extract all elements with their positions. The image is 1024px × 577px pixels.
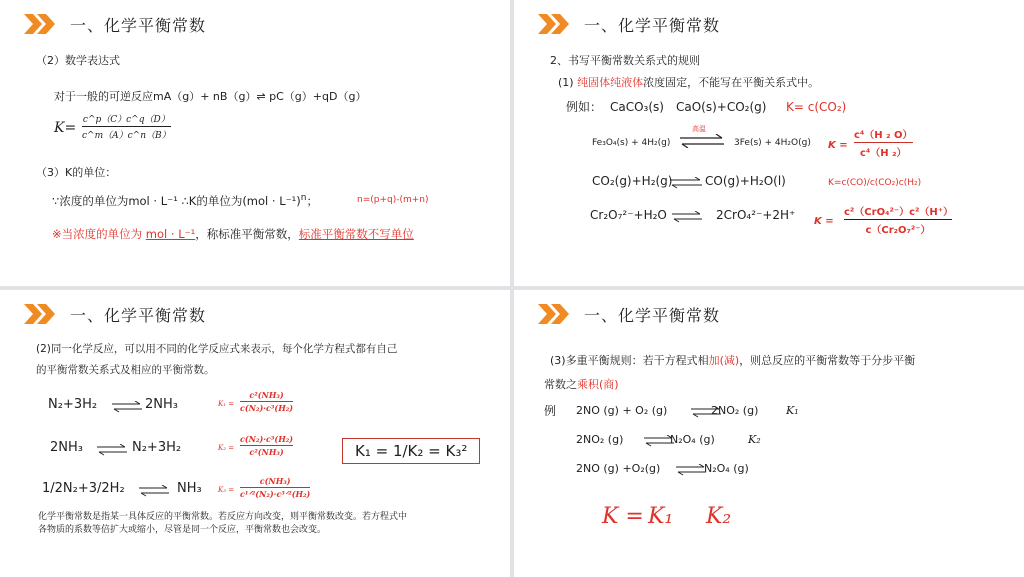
equilibrium-arrow-icon	[670, 177, 702, 189]
general-reaction: 对于一般的可逆反应mA（g）+ nB（g）⇌ pC（g）+qD（g）	[54, 90, 367, 103]
reaction-3-product: NH₃	[177, 481, 202, 496]
reaction-2-product: N₂+3H₂	[132, 440, 182, 455]
slide-panel-mathematical-expression	[0, 0, 510, 286]
k1-label: K₁ =	[218, 400, 235, 408]
slide-title: 一、化学平衡常数	[584, 15, 721, 35]
example-2-condition: 高温	[692, 125, 706, 133]
reaction-1-product: 2NH₃	[145, 397, 178, 412]
example-4-k-fraction	[844, 203, 952, 236]
result-k: K =	[602, 504, 644, 529]
reaction-3-reactant: 1/2N₂+3/2H₂	[42, 481, 125, 496]
rule-title: 2、书写平衡常数关系式的规则	[550, 54, 700, 67]
slide-panel-multiple-equilibria	[514, 290, 1024, 577]
intro-line-1: (2)同一化学反应，可以用不同的化学反应式来表示，每个化学方程式都有自己	[36, 343, 398, 355]
rule-text-b: ，则总反应的平衡常数等于分步平衡	[739, 354, 916, 367]
section-heading: （3）K的单位：	[36, 166, 117, 179]
example-3-reactant: CO₂(g)+H₂(g)	[592, 174, 673, 188]
rule-line-2	[544, 378, 619, 391]
example-label: 例如：	[566, 100, 603, 114]
double-chevron-icon	[538, 14, 570, 34]
equation-1-product: 2NO₂ (g)	[711, 404, 759, 417]
example-2-reactant: Fe₃O₄(s) + 4H₂(g)	[592, 138, 671, 148]
rule-1-number: (1)	[558, 76, 578, 89]
example-4-k-label: K =	[814, 216, 834, 227]
unit-semicolon: ；	[306, 193, 318, 208]
rule-multiply: 乘积(商)	[577, 378, 619, 391]
result-k1: K₁	[648, 504, 674, 529]
slide-title: 一、化学平衡常数	[70, 15, 207, 35]
example-2-k-fraction	[854, 126, 913, 159]
k-numerator: c^p（C）c^q（D）	[82, 115, 170, 125]
slide-panel-writing-rules	[514, 0, 1024, 286]
equilibrium-arrow-icon	[676, 464, 706, 476]
example-2-k-denominator: c⁴（H ₂）	[859, 148, 907, 159]
k1-denominator: c(N₂)·c³(H₂)	[240, 403, 294, 413]
note-mid: ，称标准平衡常数，	[195, 227, 299, 241]
k3-denominator: c¹ᐟ²(N₂)·c³ᐟ²(H₂)	[240, 489, 311, 499]
equilibrium-arrow-icon	[139, 485, 169, 497]
standard-note	[52, 228, 414, 242]
rule-1-text: 浓度固定，不能写在平衡关系式中。	[643, 76, 820, 89]
example-1-reactant: CaCO₃(s)	[610, 100, 664, 114]
result-k2: K₂	[706, 504, 732, 529]
slide-panel-different-equations	[0, 290, 510, 577]
equilibrium-arrow-icon	[97, 444, 127, 456]
rule-1	[558, 76, 819, 89]
double-chevron-icon	[24, 14, 56, 34]
rule-text-a: (3)多重平衡规则：若干方程式相	[550, 354, 709, 367]
k-relation-box: K₁ = 1/K₂ = K₃²	[342, 438, 480, 464]
k3-label: K₃ =	[218, 486, 235, 494]
slide-header	[24, 302, 206, 326]
example-1-product: CaO(s)+CO₂(g)	[676, 100, 767, 114]
example-4-product: 2CrO₄²⁻+2H⁺	[716, 208, 796, 222]
k-label: K=	[54, 120, 77, 136]
slide-title: 一、化学平衡常数	[70, 305, 207, 325]
unit-line	[52, 193, 318, 209]
double-chevron-icon	[538, 304, 570, 324]
k2-label: K₂ =	[218, 444, 235, 452]
reaction-2-reactant: 2NH₃	[50, 440, 83, 455]
k3-numerator: c(NH₃)	[259, 476, 291, 486]
equation-1-reactant: 2NO (g) + O₂ (g)	[576, 404, 668, 417]
example-2-k-label: K =	[828, 140, 848, 151]
k2-numerator: c(N₂)·c³(H₂)	[240, 434, 294, 444]
intro-line-2: 的平衡常数关系式及相应的平衡常数。	[36, 364, 215, 376]
equation-3-product: N₂O₄ (g)	[704, 462, 749, 475]
example-4-reactant: Cr₂O₇²⁻+H₂O	[590, 208, 667, 222]
equilibrium-arrow-icon	[672, 211, 702, 223]
reaction-1-reactant: N₂+3H₂	[48, 397, 98, 412]
example-1-k: K= c(CO₂)	[786, 100, 847, 114]
equation-2-k: K₂	[748, 433, 761, 446]
k3-fraction	[240, 476, 310, 499]
unit-exponent: n	[300, 193, 307, 203]
example-label: 例	[544, 404, 557, 418]
footnote-line-2: 各物质的系数等倍扩大或缩小，尽管是同一个反应，平衡常数也会改变。	[38, 525, 327, 535]
rule-text-c: 常数之	[544, 378, 577, 391]
equation-3-reactant: 2NO (g) +O₂(g)	[576, 462, 661, 475]
slide-header	[24, 12, 206, 36]
example-4-k-numerator: c²（CrO₄²⁻）c²（H⁺）	[844, 207, 954, 218]
rule-1-emphasis: 纯固体纯液体	[577, 76, 644, 89]
n-definition: n=(p+q)-(m+n)	[357, 195, 429, 205]
example-4-k-denominator: c（Cr₂O₇²⁻）	[865, 225, 931, 236]
rule-line-1	[550, 354, 915, 367]
k1-fraction	[240, 390, 293, 413]
example-3-k: K=c(CO)/c(CO₂)c(H₂)	[828, 178, 922, 188]
k-denominator: c^m（A）c^n（B）	[82, 131, 171, 141]
note-prefix: ※当浓度的单位为	[52, 227, 146, 241]
slide-header	[538, 12, 720, 36]
k-fraction	[82, 112, 171, 141]
equation-2-reactant: 2NO₂ (g)	[576, 433, 624, 446]
example-3-product: CO(g)+H₂O(l)	[705, 174, 786, 188]
equilibrium-arrow-icon	[680, 134, 724, 148]
k2-fraction	[240, 434, 293, 457]
slide-title: 一、化学平衡常数	[584, 305, 721, 325]
equation-1-k: K₁	[786, 404, 799, 417]
note-emphasis: 标准平衡常数不写单位	[298, 227, 414, 241]
rule-add: 加(减)	[708, 354, 740, 367]
unit-text: ∵浓度的单位为mol · L⁻¹ ∴K的单位为(mol · L⁻¹)	[52, 193, 301, 208]
double-chevron-icon	[24, 304, 56, 324]
note-unit: mol · L⁻¹	[145, 227, 196, 241]
k1-numerator: c²(NH₃)	[249, 390, 284, 400]
section-heading: （2）数学表达式	[36, 54, 120, 67]
footnote-line-1: 化学平衡常数是指某一具体反应的平衡常数。若反应方向改变，则平衡常数改变。若方程式中	[38, 512, 408, 522]
slide-header	[538, 302, 720, 326]
example-2-product: 3Fe(s) + 4H₂O(g)	[734, 138, 811, 148]
equilibrium-arrow-icon	[112, 401, 142, 413]
example-2-k-numerator: c⁴（H ₂ O）	[854, 130, 913, 141]
equation-2-product: N₂O₄ (g)	[670, 433, 715, 446]
k2-denominator: c²(NH₃)	[249, 447, 284, 457]
